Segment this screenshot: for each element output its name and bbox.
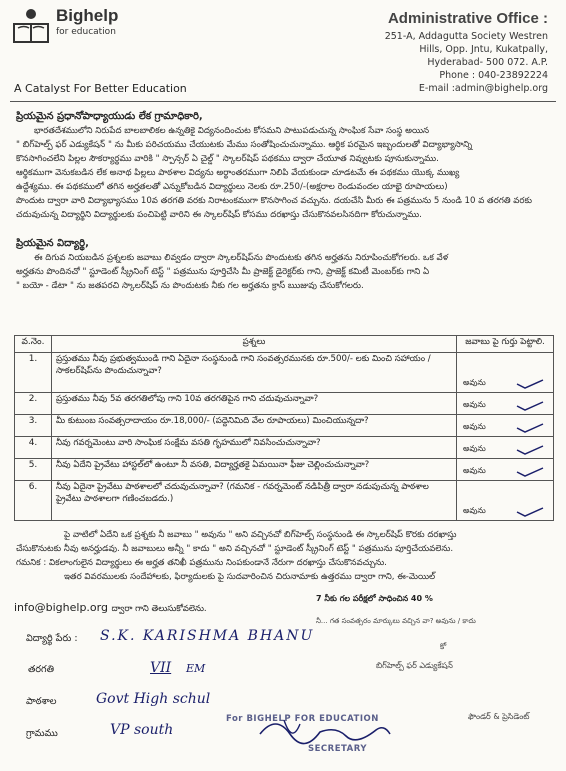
para-line: గమనిక : వికలాంగులైన విద్యార్థులు ఈ అర్హత తనిఖీ పత్రమును నింపకుండానే నేరుగా దరఖాస్తు చేసుకొనవచ్చును.: [16, 558, 387, 568]
instructions: [16, 528, 554, 584]
answer-cell[interactable]: [457, 459, 554, 481]
bighelp-logo: [12, 6, 50, 46]
answer-cell[interactable]: [457, 353, 554, 393]
table-row: [15, 353, 554, 393]
col-header-no: వ.నెం.: [15, 336, 52, 353]
yes-option: అవును: [463, 444, 486, 453]
para-line: ఇతర వివరములకు సందేహాలకు, ఫిర్యాదులకు పై సుదవారించిన చిరునామాకు ఉత్తరము ద్వారా గాని, ఈ-మెయిల్: [64, 572, 436, 582]
yes-option: అవును: [463, 506, 486, 515]
village-value[interactable]: VP south: [110, 722, 174, 738]
row-number: 2.: [15, 393, 52, 415]
row-number: 6.: [15, 481, 52, 521]
class-label: తరగతి: [28, 664, 54, 675]
email-link[interactable]: info@bighelp.org: [14, 601, 108, 614]
answer-cell[interactable]: [457, 481, 554, 521]
email: E-mail :admin@bighelp.org: [418, 83, 548, 94]
question-text: నీవు ఏదైనా ప్రైవేటు పాఠశాలలో చదువుచున్నావా? (గమనిక - గవర్నమెంట్ నడిపిత్రీ ద్వారా నడుపుచున్న పాఠశాల ప్రైవేటు పాఠశాలగా గణించబడదు.): [52, 481, 457, 521]
address-line: 251-A, Addagutta Society Westren: [384, 31, 548, 42]
student-name-label: విద్యార్థి పేరు :: [26, 633, 78, 644]
para-line: ద్వారా గాని తెలుసుకోవలెను.: [111, 604, 207, 614]
school-value[interactable]: Govt High schul: [96, 691, 211, 707]
table-row: [15, 437, 554, 459]
answer-cell[interactable]: [457, 415, 554, 437]
para-line: చదువుచున్న విద్యార్థిని విద్యార్థులకు పంచిపెట్టి వారిని ఈ స్కాలర్‌షిప్ కోసము దరఖాస్తు చేసుకొనవలసినదిగా కోరుచున్నాము.: [16, 210, 422, 220]
check-mark-icon: [515, 506, 545, 518]
book-reader-icon: [12, 6, 50, 46]
para-line: ఆర్థికముగా వెనుకబడిన లేక అనాథ పిల్లలు పాఠశాల విద్యను అర్థాంతరముగా నిలిపి వేయకుండా చూడటమే ఈ పథకము యొక్క ముఖ్య: [16, 168, 460, 178]
para-line: చేసుకొనుటకు నీవు అనర్హుడవు. నీ జవాబులు అన్నీ " కాదు " అని వచ్చినచో " స్టూడెంట్ స్క్రీనింగ్ టెస్ట్ " పత్రమును పూర్తిచేయవలెను.: [16, 544, 454, 554]
para-line: " బిగ్‌హెల్ప్ ఫర్ ఎడ్యుకేషన్ " ను మీకు పరిచయము చేయుటకు మేము సంతోషించుచున్నాము. ఆర్థిక పరమైన ఇబ్బందులతో విద్యాభ్యాసాన్ని: [16, 140, 473, 150]
tagline: A Catalyst For Better Education: [14, 82, 187, 95]
para-line: భారతదేశములోని నిరుపేద బాలబాలికల ఉన్నతికై విద్యనందించుట కోసమని పాటుపడుచున్న సాంఘిక సేవా సంస్థ అయిన: [34, 126, 430, 136]
school-label: పాఠశాల: [26, 696, 57, 707]
question-text: ప్రస్తుతము నీవు 5వ తరగతిలోపు గాని 10వ తరగతిపైన గాని చదువుచున్నావా?: [52, 393, 457, 415]
org-label: బిగ్‌హెల్ప్ ఫర్ ఎడ్యుకేషన్: [376, 661, 453, 670]
yes-option: అవును: [463, 378, 486, 387]
row-number: 1.: [15, 353, 52, 393]
table-row: [15, 459, 554, 481]
score-note-2: నీ... గత సంవత్సరం మార్కులు వచ్చిన వా? అవును / కాదు: [316, 617, 476, 625]
contact-line: [14, 601, 207, 616]
row-number: 5.: [15, 459, 52, 481]
stamp-secretary: SECRETARY: [308, 744, 367, 754]
yes-option: అవును: [463, 466, 486, 475]
office-title: Administrative Office :: [387, 10, 548, 27]
para-line: ఉద్దేశ్యము. ఈ పథకములో తగిన అర్హతలతో ఎన్నుకోబడిన విద్యార్థులు నెలకు రూ.250/-(అక్షరాల రెండువందల యాభై రూపాయలు): [16, 182, 448, 192]
yes-option: అవును: [463, 422, 486, 431]
header-divider: [10, 101, 556, 102]
para-line: " బయో - డేటా " ను జతపరచి స్కాలర్‌షిప్ ను పొందుటకు నీకు గల అర్హతను క్రాస్ ఋజువు చేసుకోగలరు.: [16, 281, 364, 291]
score-note: 7 నీకు గల పరీక్షలో సాధించిన 40 %: [316, 594, 433, 603]
question-text: నీవు గవర్నమెంటు వారి సాంఘిక సంక్షేమ వసతి గృహములో నివసించుచున్నావా?: [52, 437, 457, 459]
brand-sub: for education: [56, 27, 116, 37]
question-text: మీ కుటుంబ సంవత్సరాదాయం రూ.18,000/- (పద్దెనిమిది వేల రూపాయలు) మించియున్నదా?: [52, 415, 457, 437]
check-mark-icon: [515, 466, 545, 478]
org-label-2: కో: [440, 642, 447, 651]
letter-intro: [16, 110, 554, 222]
para-line: పొందుట ద్వారా వారి విద్యాభ్యాసము 10వ తరగతి వరకు నిరాటంకముగా కొనసాగించ వచ్చును. దయచేసి మీరు ఈ పత్రమును 5 నుండి 10 వ తరగతి వరకు: [16, 196, 532, 206]
village-label: గ్రామము: [26, 728, 58, 739]
student-intro: [16, 237, 554, 293]
class-medium: EM: [186, 662, 206, 675]
table-row: [15, 393, 554, 415]
col-header-answer: జవాబు పై గుర్తు పెట్టాలి.: [457, 336, 554, 353]
question-text: ప్రస్తుతము నీవు ప్రభుత్వముండి గాని ఏదైనా సంస్థనుండి గాని సంవత్సరమునకు రూ.500/- లకు మించి సహాయం / సాకలర్‌షిప్‌ను పొందుచున్నావా?: [52, 353, 457, 393]
check-mark-icon: [515, 378, 545, 390]
table-header-row: [15, 336, 554, 353]
para-line: కొనసాగించలేని పిల్లల సౌకర్యార్థము వారికి " స్పాన్సర్ ఏ చైల్డ్ " స్కాలర్‌షిప్ పథకము ద్వారా చేయూత నివ్వుటకు పూనుకున్నాము.: [16, 154, 439, 164]
answer-cell[interactable]: [457, 393, 554, 415]
yes-option: అవును: [463, 400, 486, 409]
phone: Phone : 040-23892224: [439, 70, 548, 81]
brand-name: Bighelp: [56, 6, 119, 25]
class-value[interactable]: VII: [150, 660, 172, 676]
para-line: ఈ దిగువ నియబడిన ప్రశ్నలకు జవాబు లివ్వడం ద్వారా స్కాలర్‌షిప్‌ను పొందుటకు తగిన అర్హతను నిరూపించుకోగలరు. ఒక వేళ: [34, 253, 449, 263]
row-number: 4.: [15, 437, 52, 459]
student-name-value[interactable]: S.K. KARISHMA BHANU: [100, 628, 315, 644]
address-line: Hyderabad- 500 072. A.P.: [427, 57, 548, 68]
para-line: పై వాటిలో ఏదేని ఒక ప్రశ్నకు నీ జవాబు " అవును " అని వచ్చినచో బిగ్‌హెల్ప్ సంస్థనుండి ఈ స్కాలర్‌షిప్ కొరకు దరఖాస్తు: [64, 530, 457, 540]
check-mark-icon: [515, 400, 545, 412]
col-header-question: ప్రశ్నలు: [52, 336, 457, 353]
secretary-signature: [256, 704, 396, 754]
address-line: Hills, Opp. Jntu, Kukatpally,: [419, 44, 548, 55]
para-line: అర్హతను పొందినచో " స్టూడెంట్ స్క్రీనింగ్ టెస్ట్ " పత్రమును పూర్తిచేసి మీ ప్రాజెక్ట్ డైరెక్టర్‌కు గాని, ప్రాజెక్ట్ కమిటీ మెంబర్‌కు గాని ఏ: [16, 267, 430, 277]
answer-cell[interactable]: [457, 437, 554, 459]
table-row: [15, 415, 554, 437]
eligibility-table: [14, 335, 554, 521]
founder-label: ఫౌండర్ & ప్రెసిడెంట్: [468, 712, 530, 721]
check-mark-icon: [515, 444, 545, 456]
salutation-2: ప్రియమైన విద్యార్థి,: [16, 238, 89, 249]
row-number: 3.: [15, 415, 52, 437]
salutation-1: ప్రియమైన ప్రధానోపాధ్యాయుడు లేక గ్రామాధికారి,: [16, 111, 203, 122]
check-mark-icon: [515, 422, 545, 434]
org-stamp: For BIGHELP FOR EDUCATION: [226, 714, 379, 724]
table-row: [15, 481, 554, 521]
question-text: నీవు ఏదేని ప్రైవేటు హాస్టల్‌లో ఉంటూ నీ వసతి, విద్యార్హతకై ఏమయినా ఫీజు చెల్లించుచున్నావా?: [52, 459, 457, 481]
